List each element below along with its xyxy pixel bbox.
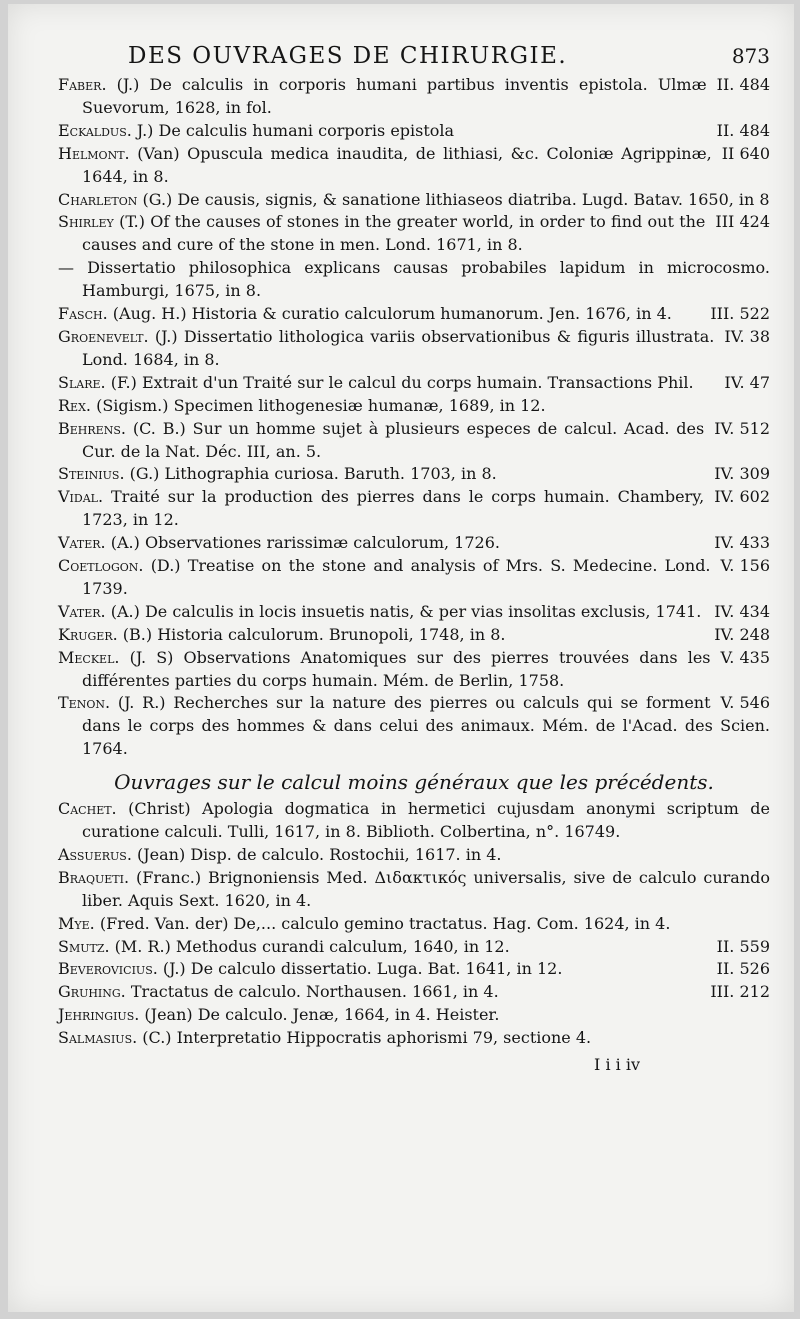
bibliography-list-general [58, 74, 770, 761]
entry-text: (J.) Dissertatio lithologica variis observationibus & figuris illustrata. Lond. 1684, in 8. [82, 326, 715, 369]
entry-author: Rex. [58, 395, 91, 415]
entry-author: Tenon. [58, 693, 111, 713]
bibliography-entry [58, 647, 770, 693]
bibliography-entry [58, 532, 770, 555]
bibliography-entry [58, 844, 770, 867]
volume-reference: IV. 309 [714, 464, 770, 484]
volume-reference: II. 484 [716, 75, 770, 94]
book-page [8, 4, 794, 1312]
volume-reference: IV. 434 [714, 601, 770, 621]
bibliography-entry [58, 936, 770, 959]
entry-author: Slare. [58, 372, 106, 392]
entry-author: Coetlogon. [58, 556, 144, 576]
bibliography-entry [58, 463, 770, 486]
bibliography-entry [58, 143, 770, 189]
volume-reference: III 424 [715, 212, 770, 232]
entry-text: (M. R.) Methodus curandi calculum, 1640, in 12. [114, 936, 510, 956]
entry-text: (J. R.) Recherches sur la nature des pierres ou calculs qui se forment dans le corps des hommes & dans celui des animaux. Mém. de l'Acad. des Scien. 1764. [82, 693, 770, 759]
entry-author: Kruger. [58, 624, 118, 644]
bibliography-entry [58, 74, 770, 120]
volume-reference: II 640 [721, 143, 770, 163]
bibliography-entry [58, 958, 770, 981]
entry-text: (T.) Of the causes of stones in the greater world, in order to find out the causes and cure of the stone in men. Lond. 1671, in 8. [82, 212, 706, 255]
entry-text: (G.) De causis, signis, & sanatione lithiaseos diatriba. Lugd. Batav. 1650, in 8 [142, 189, 770, 209]
entry-author: Helmont. [58, 143, 130, 163]
entry-author: Charleton [58, 189, 138, 209]
volume-reference: IV. 47 [724, 372, 770, 392]
volume-reference: IV. 433 [714, 533, 770, 553]
volume-reference: III. 522 [710, 304, 770, 324]
entry-text: (J. S) Observations Anatomiques sur des pierres trouvées dans les différentes parties du corps humain. Mém. de Berlin, 1758. [82, 647, 711, 690]
entry-text: (Franc.) Brignoniensis Med. Διδακτικός universalis, sive de calculo curando liber. Aquis Sext. 1620, in 4. [82, 867, 771, 910]
entry-author: Shirley [58, 212, 114, 232]
entry-text: (B.) Historia calculorum. Brunopoli, 1748, in 8. [122, 624, 506, 644]
entry-text: (Jean) Disp. de calculo. Rostochii, 1617. in 4. [137, 844, 502, 864]
entry-author: — [58, 258, 74, 278]
entry-author: Vater. [58, 601, 106, 621]
bibliography-entry [58, 326, 770, 372]
entry-text: (C. B.) Sur un homme sujet à plusieurs especes de calcul. Acad. des Cur. de la Nat. Déc. III, an. 5. [82, 418, 705, 461]
entry-text: (J.) De calculis in corporis humani partibus inventis epistola. Ulmæ Suevorum, 1628, in fol. [82, 75, 707, 117]
volume-reference: III. 212 [710, 982, 770, 1002]
entry-text: (A.) Observationes rarissimæ calculorum, 1726. [110, 533, 500, 553]
volume-reference: V. 546 [720, 693, 770, 713]
bibliography-entry [58, 372, 770, 395]
bibliography-entry [58, 1004, 770, 1027]
entry-text: Tractatus de calculo. Northausen. 1661, in 4. [130, 982, 499, 1002]
entry-author: Gruhing. [58, 982, 126, 1002]
entry-text: (A.) De calculis in locis insuetis natis, & per vias insolitas exclusis, 1741. [110, 601, 702, 621]
entry-text: (Christ) Apologia dogmatica in hermetici cujusdam anonymi scriptum de curatione calculi. Tulli, 1617, in 8. Biblioth. Colbertina, n°. 16749. [82, 799, 770, 841]
bibliography-entry [58, 189, 770, 212]
entry-author: Vater. [58, 533, 106, 553]
entry-author: Eckaldus. [58, 120, 132, 140]
entry-text: (Van) Opuscula medica inaudita, de lithiasi, &c. Coloniæ Agrippinæ, 1644, in 8. [82, 143, 712, 186]
entry-text: (F.) Extrait d'un Traité sur le calcul du corps humain. Transactions Phil. [110, 372, 694, 392]
bibliography-entry [58, 486, 770, 532]
entry-text: (Jean) De calculo. Jenæ, 1664, in 4. Heister. [144, 1005, 500, 1025]
entry-text: J.) De calculis humani corporis epistola [136, 120, 455, 140]
volume-reference: IV. 248 [714, 624, 770, 644]
entry-author: Braqueti. [58, 867, 130, 887]
bibliography-entry [58, 418, 770, 464]
entry-author: Behrens. [58, 418, 126, 438]
section-title: Ouvrages sur le calcul moins généraux que les précédents. [114, 770, 714, 795]
entry-text: Traité sur la production des pierres dans le corps humain. Chambery, 1723, in 12. [82, 487, 705, 530]
volume-reference: V. 435 [720, 647, 770, 667]
bibliography-list-specific [58, 798, 770, 1050]
volume-reference: II. 559 [716, 936, 770, 956]
bibliography-entry [58, 257, 770, 303]
entry-author: Smutz. [58, 936, 110, 956]
entry-text: (Sigism.) Specimen lithogenesiæ humanæ, 1689, in 12. [96, 395, 546, 415]
entry-text: (C.) Interpretatio Hippocratis aphorismi 79, sectione 4. [142, 1028, 592, 1048]
bibliography-entry [58, 1027, 770, 1050]
entry-author: Jehringius. [58, 1005, 140, 1025]
entry-author: Cachet. [58, 799, 117, 819]
entry-text: Dissertatio philosophica explicans causas probabiles lapidum in microcosmo. Hamburgi, 1675, in 8. [82, 258, 770, 301]
bibliography-entry [58, 555, 770, 601]
bibliography-entry [58, 624, 770, 647]
volume-reference: II. 484 [716, 120, 770, 140]
entry-author: Faber. [58, 75, 107, 94]
entry-author: Vidal. [58, 487, 104, 507]
entry-author: Beverovicius. [58, 959, 158, 979]
entry-author: Meckel. [58, 647, 120, 667]
bibliography-entry [58, 798, 770, 844]
bibliography-entry [58, 913, 770, 936]
entry-author: Assuerus. [58, 844, 132, 864]
signature-mark: I i i iv [594, 1055, 640, 1075]
volume-reference: IV. 38 [724, 326, 770, 346]
bibliography-entry [58, 981, 770, 1004]
bibliography-entry [58, 867, 770, 913]
entry-text: (G.) Lithographia curiosa. Baruth. 1703, in 8. [129, 464, 497, 484]
page-text [58, 4, 770, 1077]
entry-text: (Aug. H.) Historia & curatio calculorum humanorum. Jen. 1676, in 4. [112, 304, 672, 324]
bibliography-entry [58, 601, 770, 624]
page-header [58, 4, 770, 74]
entry-author: Steinius. [58, 464, 125, 484]
entry-author: Fasch. [58, 304, 108, 324]
page-number: 873 [731, 44, 770, 69]
bibliography-entry [58, 120, 770, 143]
volume-reference: IV. 602 [714, 487, 770, 507]
bibliography-entry [58, 692, 770, 761]
entry-author: Salmasius. [58, 1028, 138, 1048]
running-head: DES OUVRAGES DE CHIRURGIE. [128, 43, 568, 70]
entry-author: Mye. [58, 913, 95, 933]
bibliography-entry [58, 211, 770, 257]
entry-author: Groenevelt. [58, 326, 149, 346]
bibliography-entry [58, 303, 770, 326]
volume-reference: V. 156 [720, 556, 770, 576]
bibliography-entry [58, 395, 770, 418]
entry-text: (D.) Treatise on the stone and analysis of Mrs. S. Medecine. Lond. 1739. [82, 556, 711, 598]
entry-text: (J.) De calculo dissertatio. Luga. Bat. 1641, in 12. [162, 959, 563, 979]
entry-text: (Fred. Van. der) De,... calculo gemino tractatus. Hag. Com. 1624, in 4. [99, 913, 671, 933]
volume-reference: II. 526 [716, 959, 770, 979]
volume-reference: IV. 512 [714, 418, 770, 438]
